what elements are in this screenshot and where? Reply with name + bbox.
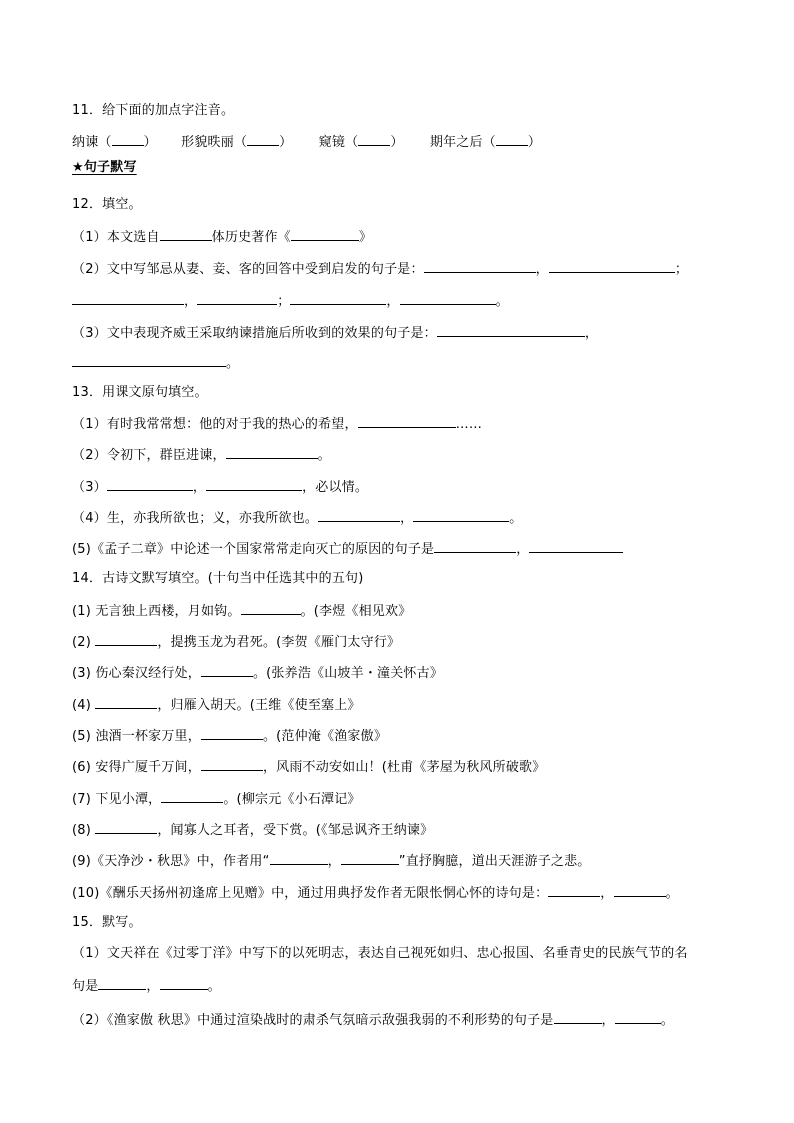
q15-p1-blank-1[interactable]: [98, 977, 146, 990]
q11-title: 11．给下面的加点字注音。: [72, 103, 235, 118]
q12-p2-blank-4[interactable]: [197, 292, 277, 305]
q13-p3-blank-1[interactable]: [107, 478, 193, 491]
q14-l9-comma: ，: [327, 854, 341, 869]
q14-l5-text: (5) 浊酒一杯家万里，: [72, 729, 201, 744]
q14-line3: [72, 664, 443, 682]
q12-part2-cont: [72, 292, 509, 310]
q13-p3-comma: ，: [192, 480, 207, 495]
q12-p3-blank-2[interactable]: [72, 354, 226, 367]
q12-p2-blank-6[interactable]: [400, 292, 496, 305]
q13-part4: [72, 509, 522, 527]
q14-l2-source: ，提携玉龙为君死。(李贺《雁门太守行》: [157, 635, 401, 650]
q14-line6: [72, 758, 545, 776]
q14-l10-period: 。: [665, 886, 679, 901]
q12-title: 12．填空。: [72, 197, 142, 212]
q13-p4-period: 。: [509, 511, 523, 526]
q12-p2-period: 。: [495, 294, 509, 309]
q14-l6-source: ，风雨不动安如山！(杜甫《茅屋为秋风所破歌》: [262, 760, 546, 775]
q15-p2-blank-2[interactable]: [615, 1011, 661, 1024]
section-title: ★句子默写: [72, 160, 137, 175]
q15-p2-blank-1[interactable]: [554, 1011, 602, 1024]
q14-l3-blank[interactable]: [201, 664, 253, 677]
q11-close-4: ）: [527, 135, 542, 150]
q15-part1: （1）文天祥在《过零丁洋》中写下的以死明志，表达自己视死如归、忠心报国、名垂青史的民族气节的名: [72, 946, 688, 961]
q14-l3-source: 。(张养浩《山坡羊・潼关怀古》: [252, 666, 444, 681]
q12-p2-semi: ；: [674, 262, 689, 277]
q11-blank-2[interactable]: [247, 133, 279, 146]
q14-l5-source: 。(范仲淹《渔家傲》: [262, 729, 388, 744]
q12-p1-blank-2[interactable]: [291, 228, 359, 241]
q14-l9-blank-2[interactable]: [341, 852, 399, 865]
q13-p1-text: （1）有时我常常想：他的对于我的热心的希望，: [72, 417, 358, 432]
q12-part1: [72, 228, 372, 246]
q12-p3-blank-1[interactable]: [437, 324, 585, 337]
q11-close-1: ）: [143, 135, 157, 150]
q12-p2-semi-2: ；: [277, 294, 291, 309]
q14-l8-blank[interactable]: [95, 821, 157, 834]
q15-part2: [72, 1011, 674, 1029]
q11-blank-3[interactable]: [358, 133, 390, 146]
q14-line5: [72, 727, 387, 745]
q11-item-1: 纳谏（: [72, 135, 112, 150]
q14-l10-comma: ，: [600, 886, 614, 901]
q14-l10-text: (10)《酬乐天扬州初逢席上见赠》中，通过用典抒发作者无限怅惘心怀的诗句是：: [72, 886, 549, 901]
q14-title: 14．古诗文默写填空。(十句当中任选其中的五句): [72, 571, 364, 586]
q14-l7-source: 。(柳宗元《小石潭记》: [223, 792, 361, 807]
q12-p2-comma: ，: [535, 262, 549, 277]
q15-p2-comma: ，: [601, 1013, 615, 1028]
q12-p3-text: （3）文中表现齐威王采取纳谏措施后所收到的效果的句子是：: [72, 326, 437, 341]
q11-item-4: 期年之后（: [429, 135, 496, 150]
q15-p1-text: 句是: [72, 979, 99, 994]
q11-item-3: 窥镜（: [318, 135, 359, 150]
q14-line1: [72, 602, 411, 620]
q11-item-2: 形貌昳丽（: [181, 135, 248, 150]
q12-part3-cont: [72, 354, 239, 372]
q13-title: 13．用课文原句填空。: [72, 385, 208, 400]
q12-p2-blank-3[interactable]: [72, 292, 184, 305]
q12-p2-comma-3: ，: [386, 294, 400, 309]
q14-line9: [72, 852, 591, 870]
q12-p3-period: 。: [226, 356, 240, 371]
q12-p2-blank-2[interactable]: [549, 260, 675, 273]
q13-p3-blank-2[interactable]: [206, 478, 302, 491]
q14-l5-blank[interactable]: [201, 727, 263, 740]
q14-l2-num: (2): [72, 635, 96, 650]
q14-line2: [72, 633, 400, 651]
q14-l7-text: (7) 下见小潭，: [72, 792, 162, 807]
q11-blank-1[interactable]: [112, 133, 144, 146]
q12-p1-text-b: 体历史著作《: [211, 230, 291, 245]
q15-part1-cont: [72, 977, 221, 995]
q12-p1-blank-1[interactable]: [160, 228, 212, 241]
q15-p2-text: （2）《渔家傲 秋思》中通过渲染战时的肃杀气氛暗示敌强我弱的不利形势的句子是: [72, 1013, 554, 1028]
q14-l1-blank[interactable]: [241, 602, 301, 615]
q14-l2-blank[interactable]: [95, 633, 157, 646]
q14-l10-blank-2[interactable]: [614, 884, 666, 897]
q12-part3: [72, 324, 598, 342]
q14-l1-text: (1) 无言独上西楼，月如钩。: [72, 604, 241, 619]
q11-close-3: ）: [390, 135, 404, 150]
q14-l10-blank-1[interactable]: [548, 884, 600, 897]
q15-p2-period: 。: [660, 1013, 674, 1028]
q15-title: 15．默写。: [72, 915, 142, 930]
q13-p5-blank-1[interactable]: [434, 540, 516, 553]
q13-p3-text: ，必以情。: [302, 480, 369, 495]
q14-l4-source: ，归雁入胡天。(王维《使至塞上》: [157, 698, 361, 713]
q12-p2-blank-1[interactable]: [424, 260, 536, 273]
q13-p4-blank-1[interactable]: [318, 509, 400, 522]
q12-p2-blank-5[interactable]: [290, 292, 386, 305]
q13-part5: [72, 540, 623, 558]
q15-p1-comma: ，: [146, 979, 160, 994]
q13-p2-period: 。: [317, 448, 331, 463]
q11-blank-4[interactable]: [496, 133, 528, 146]
q13-p3-num: （3）: [72, 480, 107, 495]
q14-line8: [72, 821, 433, 839]
q13-p4-blank-2[interactable]: [413, 509, 509, 522]
q14-l1-source: 。(李煜《相见欢》: [300, 604, 412, 619]
q12-p1-text-a: （1）本文选自: [72, 230, 160, 245]
q13-p1-ellipsis: ……: [455, 417, 483, 432]
q14-l3-text: (3) 伤心秦汉经行处，: [72, 666, 201, 681]
q15-p1-period: 。: [207, 979, 221, 994]
q14-l4-blank[interactable]: [95, 696, 157, 709]
q15-p1-blank-2[interactable]: [160, 977, 208, 990]
q12-p2-comma-2: ，: [184, 294, 198, 309]
q12-p1-text-c: 》: [358, 230, 373, 245]
q14-l8-source: ，闻寡人之耳者，受下赏。(《邹忌讽齐王纳谏》: [157, 823, 434, 838]
q13-part3: [72, 478, 368, 496]
q14-l9-blank-1[interactable]: [270, 852, 328, 865]
q13-p5-blank-2[interactable]: [529, 540, 623, 553]
q12-p3-comma: ，: [584, 326, 599, 341]
q14-l4-num: (4): [72, 698, 96, 713]
q13-p4-text: （4）生，亦我所欲也；义，亦我所欲也。: [72, 511, 319, 526]
q14-line7: [72, 790, 361, 808]
q13-part2: [72, 446, 331, 464]
q14-l9-text-a: (9)《天净沙・秋思》中，作者用“: [72, 854, 270, 869]
q13-p2-blank[interactable]: [226, 446, 318, 459]
q13-p1-blank[interactable]: [358, 415, 456, 428]
q13-p2-text: （2）令初下，群臣进谏，: [72, 448, 226, 463]
q12-part2: [72, 260, 688, 278]
q13-part1: [72, 415, 482, 433]
q13-p5-comma: ，: [516, 542, 530, 557]
q14-l6-blank[interactable]: [201, 758, 263, 771]
q14-line10: [72, 884, 679, 902]
q14-l9-text-b: ”直抒胸臆，道出天涯游子之悲。: [398, 854, 591, 869]
q11-close-2: ）: [279, 135, 293, 150]
q11-items: [72, 133, 541, 151]
q14-line4: [72, 696, 361, 714]
q13-p5-text: (5)《孟子二章》中论述一个国家常常走向灭亡的原因的句子是: [72, 542, 435, 557]
q14-l8-num: (8): [72, 823, 96, 838]
q12-p2-text: （2）文中写邹忌从妻、妾、客的回答中受到启发的句子是：: [72, 262, 424, 277]
q14-l7-blank[interactable]: [161, 790, 223, 803]
q14-l6-text: (6) 安得广厦千万间，: [72, 760, 201, 775]
q13-p4-comma: ，: [400, 511, 414, 526]
